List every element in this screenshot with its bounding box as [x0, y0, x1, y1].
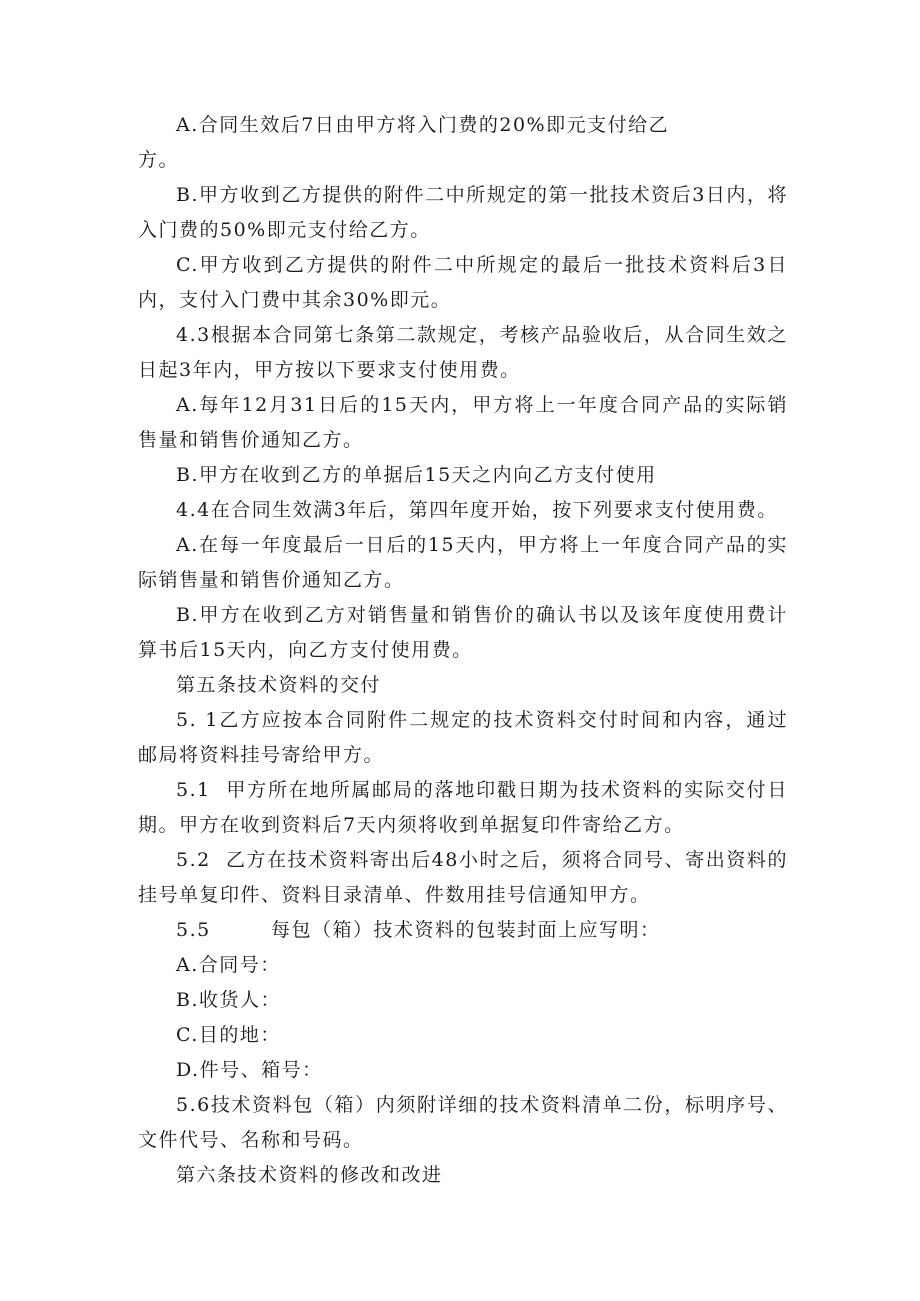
- clause-5-6: 5.6技术资料包（箱）内须附详细的技术资料清单二份，标明序号、文件代号、名称和号码。: [138, 1094, 788, 1151]
- paragraph-c-entry-fee-30: C.甲方收到乙方提供的附件二中所规定的最后一批技术资料后3日内，支付入门费中其余30%即元。: [138, 254, 788, 311]
- clause-5-2: 5.2 乙方在技术资料寄出后48小时之后，须将合同号、寄出资料的挂号单复印件、资料目录清单、件数用挂号信通知甲方。: [138, 849, 788, 906]
- clause-5-5: 5.5 每包（箱）技术资料的包装封面上应写明：: [176, 919, 661, 941]
- item-contract-number: A.合同号：: [176, 954, 281, 976]
- clause-4-4: 4.4在合同生效满3年后，第四年度开始，按下列要求支付使用费。: [176, 499, 778, 521]
- article-6-heading: 第六条技术资料的修改和改进: [176, 1164, 443, 1186]
- document-body: [138, 108, 788, 1193]
- item-consignee: B.收货人：: [176, 989, 282, 1011]
- paragraph-b-royalty-payment: B.甲方在收到乙方对销售量和销售价的确认书以及该年度使用费计算书后15天内，向乙方支付使用费。: [138, 604, 788, 661]
- paragraph-a-entry-fee-20: A.合同生效后7日由甲方将入门费的20%即元支付给乙 方。: [138, 114, 670, 171]
- paragraph-b-payment-15-days: B.甲方在收到乙方的单据后15天之内向乙方支付使用: [176, 464, 657, 486]
- paragraph-a-annual-report: A.每年12月31日后的15天内，甲方将上一年度合同产品的实际销售量和销售价通知乙方。: [138, 394, 788, 451]
- clause-4-3: 4.3根据本合同第七条第二款规定，考核产品验收后，从合同生效之日起3年内，甲方按以下要求支付使用费。: [138, 324, 788, 381]
- clause-5-1-postmark: 5.1 甲方所在地所属邮局的落地印戳日期为技术资料的实际交付日期。甲方在收到资料后7天内须将收到单据复印件寄给乙方。: [138, 779, 788, 836]
- clause-5-1-delivery: 5. 1乙方应按本合同附件二规定的技术资料交付时间和内容，通过邮局将资料挂号寄给甲方。: [138, 709, 788, 766]
- paragraph-b-entry-fee-50: B.甲方收到乙方提供的附件二中所规定的第一批技术资后3日内，将入门费的50%即元支付给乙方。: [138, 184, 788, 241]
- item-case-number: D.件号、箱号：: [176, 1059, 323, 1081]
- article-5-heading: 第五条技术资料的交付: [176, 674, 382, 696]
- item-destination: C.目的地：: [176, 1024, 281, 1046]
- paragraph-a-yearly-report: A.在每一年度最后一日后的15天内，甲方将上一年度合同产品的实际销售量和销售价通知乙方。: [138, 534, 788, 591]
